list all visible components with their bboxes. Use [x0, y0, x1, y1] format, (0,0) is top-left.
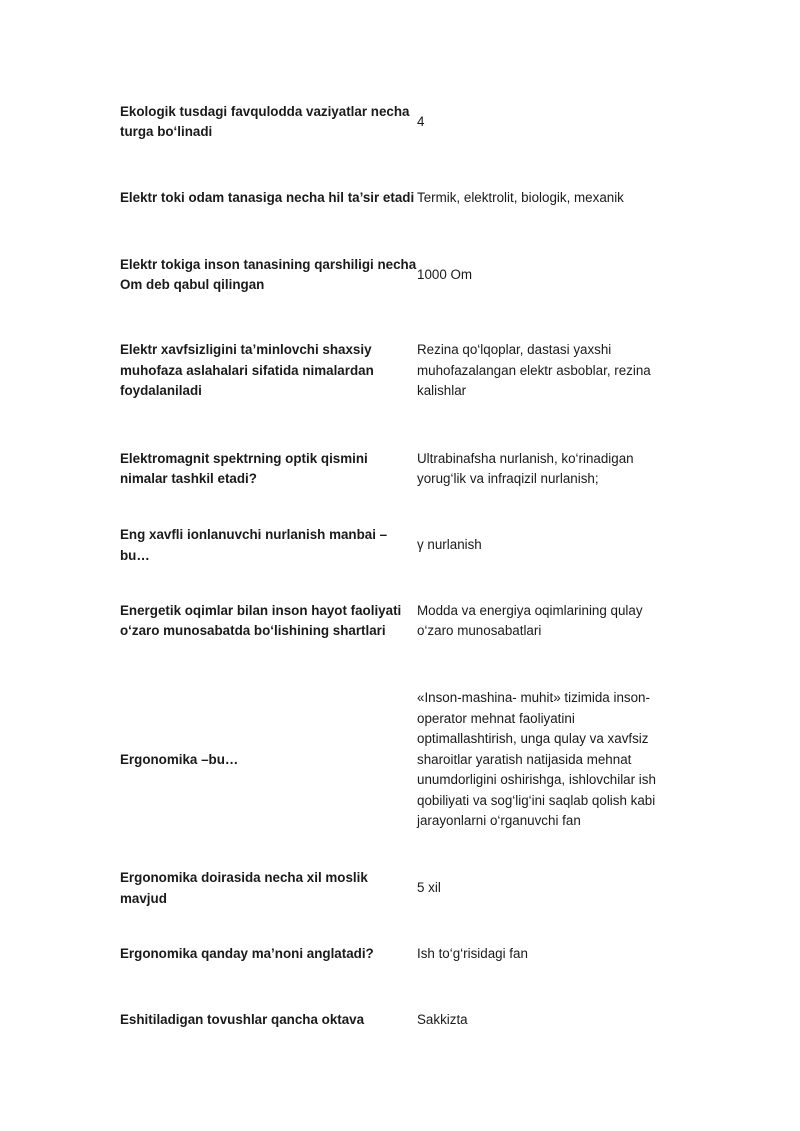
qa-row [120, 188, 680, 209]
qa-row [120, 448, 680, 490]
answer-text: Rezina qo‘lqoplar, dastasi yaxshi muhofazalangan elektr asboblar, rezina kalishlar [417, 342, 651, 399]
qa-row [120, 600, 680, 642]
qa-row [120, 340, 680, 402]
answer-text: Sakkizta [417, 1012, 468, 1028]
answer-text: Ish to‘g‘risidagi fan [417, 946, 528, 962]
answer-text: 5 xil [417, 880, 441, 896]
qa-row [120, 254, 680, 296]
qa-row [120, 527, 680, 563]
question-text: Eng xavfli ionlanuvchi nurlanish manbai – bu… [120, 527, 391, 563]
question-text: Ergonomika qanday ma’noni anglatadi? [120, 946, 374, 962]
question-text: Eshitiladigan tovushlar qancha oktava [120, 1012, 365, 1028]
answer-text: Ultrabinafsha nurlanish, ko‘rinadigan yorug‘lik va infraqizil nurlanish; [417, 450, 634, 486]
answer-text: Termik, elektrolit, biologik, mexanik [417, 190, 624, 206]
answer-text: γ nurlanish [417, 537, 482, 553]
answer-text: 4 [417, 113, 425, 129]
qa-row [120, 101, 680, 143]
answer-text: «Inson-mashina- muhit» tizimida inson- operator mehnat faoliyatini optimallashtirish, unga qulay va xavfsiz sharoitlar yaratish natijasida mehnat unumdorligini oshirishga, ishlovchilar ish qobiliyati va sog‘lig‘ini saqlab qolish kabi jarayonlarni o‘rganuvchi fan [417, 690, 656, 829]
question-text: Elektromagnit spektrning optik qismini nimalar tashkil etadi? [120, 450, 368, 486]
question-text: Ergonomika –bu… [120, 751, 239, 767]
question-text: Elektr toki odam tanasiga necha hil ta’sir etadi [120, 190, 415, 206]
answer-text: 1000 Om [417, 266, 473, 282]
question-text: Energetik oqimlar bilan inson hayot faoliyati o‘zaro munosabatda bo‘lishining shartlari [120, 602, 402, 638]
question-text: Ergonomika doirasida necha xil moslik mavjud [120, 870, 372, 906]
qa-row [120, 687, 680, 833]
qa-row [120, 1010, 680, 1031]
question-text: Ekologik tusdagi favqulodda vaziyatlar necha turga bo‘linadi [120, 103, 410, 139]
qa-row [120, 870, 680, 906]
question-text: Elektr xavfsizligini ta’minlovchi shaxsiy muhofaza aslahalari sifatida nimalardan foydalaniladi [120, 342, 374, 399]
answer-text: Modda va energiya oqimlarining qulay o‘zaro munosabatlari [417, 602, 643, 638]
qa-row [120, 944, 680, 965]
question-text: Elektr tokiga inson tanasining qarshiligi necha Om deb qabul qilingan [120, 256, 417, 292]
